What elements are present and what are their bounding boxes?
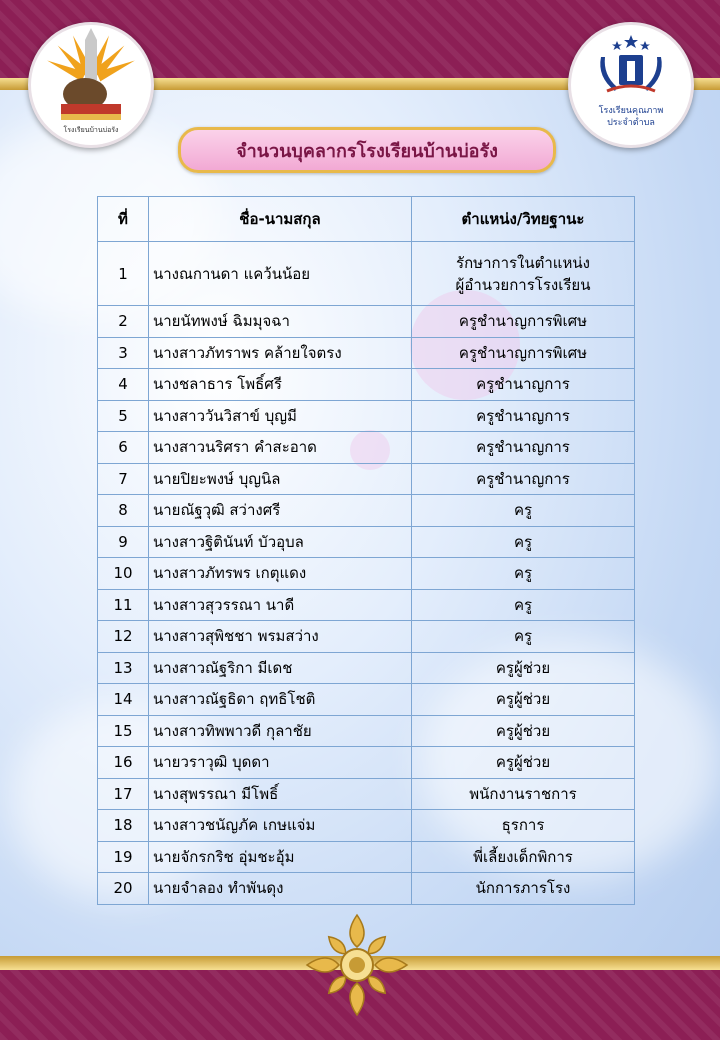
row-number: 16 <box>98 747 149 779</box>
staff-name: นางณกานดา แคว้นน้อย <box>149 242 412 306</box>
row-number: 9 <box>98 526 149 558</box>
staff-position: ครูชำนาญการพิเศษ <box>412 337 635 369</box>
quality-logo-caption <box>571 105 691 129</box>
staff-name: นายปิยะพงษ์ บุญนิล <box>149 463 412 495</box>
table-row <box>98 369 635 401</box>
staff-name: นายนัทพงษ์ ฉิมมุจฉา <box>149 306 412 338</box>
table-row <box>98 495 635 527</box>
column-header-position: ตำแหน่ง/วิทยฐานะ <box>412 197 635 242</box>
staff-position: ธุรการ <box>412 810 635 842</box>
table-row <box>98 810 635 842</box>
staff-position: ครูชำนาญการ <box>412 400 635 432</box>
quality-logo-caption-line2: ประจำตำบล <box>607 118 655 128</box>
row-number: 18 <box>98 810 149 842</box>
staff-position: ครูผู้ช่วย <box>412 747 635 779</box>
row-number: 19 <box>98 841 149 873</box>
quality-emblem-icon <box>571 25 691 105</box>
row-number: 4 <box>98 369 149 401</box>
row-number: 2 <box>98 306 149 338</box>
staff-position: ครูผู้ช่วย <box>412 684 635 716</box>
table-header-row <box>98 197 635 242</box>
table-row <box>98 652 635 684</box>
row-number: 1 <box>98 242 149 306</box>
staff-name: นายจักรกริช อุ่มชะอุ้ม <box>149 841 412 873</box>
staff-position: ครู <box>412 589 635 621</box>
staff-position: ครูชำนาญการพิเศษ <box>412 306 635 338</box>
row-number: 12 <box>98 621 149 653</box>
staff-position-line1: รักษาการในตำแหน่ง <box>456 253 590 272</box>
staff-position: พี่เลี้ยงเด็กพิการ <box>412 841 635 873</box>
table-row <box>98 589 635 621</box>
column-header-name: ชื่อ-นามสกุล <box>149 197 412 242</box>
staff-name: นางสาววันวิสาข์ บุญมี <box>149 400 412 432</box>
row-number: 13 <box>98 652 149 684</box>
table-row <box>98 526 635 558</box>
table-row <box>98 432 635 464</box>
table-row <box>98 747 635 779</box>
staff-position: นักการภารโรง <box>412 873 635 905</box>
row-number: 3 <box>98 337 149 369</box>
row-number: 20 <box>98 873 149 905</box>
staff-name: นางสาวชนัญภัค เกษแจ่ม <box>149 810 412 842</box>
table-row <box>98 242 635 306</box>
staff-position: ครูชำนาญการ <box>412 432 635 464</box>
page-title: จำนวนบุคลากรโรงเรียนบ้านบ่อรัง <box>178 127 556 173</box>
row-number: 15 <box>98 715 149 747</box>
staff-name: นายจำลอง ทำพันดุง <box>149 873 412 905</box>
table-row <box>98 400 635 432</box>
row-number: 11 <box>98 589 149 621</box>
staff-name: นางสาวสุวรรณา นาดี <box>149 589 412 621</box>
staff-position: ครูผู้ช่วย <box>412 652 635 684</box>
staff-name: นางสาวภัทรพร เกตุแดง <box>149 558 412 590</box>
row-number: 7 <box>98 463 149 495</box>
staff-position: ครู <box>412 526 635 558</box>
table-row <box>98 337 635 369</box>
column-header-number: ที่ <box>98 197 149 242</box>
quality-school-logo <box>568 22 694 148</box>
row-number: 8 <box>98 495 149 527</box>
table-row <box>98 873 635 905</box>
table-row <box>98 306 635 338</box>
row-number: 6 <box>98 432 149 464</box>
school-logo <box>28 22 154 148</box>
staff-name: นางสาวณัฐธิดา ฤทธิโชติ <box>149 684 412 716</box>
staff-name: นางสุพรรณา มีโพธิ์ <box>149 778 412 810</box>
school-logo-caption: โรงเรียนบ้านบ่อรัง <box>63 126 119 134</box>
staff-position: ครูชำนาญการ <box>412 369 635 401</box>
staff-position <box>412 242 635 306</box>
table-row <box>98 558 635 590</box>
table-row <box>98 715 635 747</box>
staff-name: นางสาวสุพิชชา พรมสว่าง <box>149 621 412 653</box>
staff-name: นางสาวทิพพาวดี กุลาชัย <box>149 715 412 747</box>
staff-position: พนักงานราชการ <box>412 778 635 810</box>
table-row <box>98 463 635 495</box>
table-row <box>98 778 635 810</box>
staff-name: นางสาวนริศรา คำสะอาด <box>149 432 412 464</box>
row-number: 17 <box>98 778 149 810</box>
staff-name: นางสาวณัฐริกา มีเดช <box>149 652 412 684</box>
staff-name: นายณัฐวุฒิ สว่างศรี <box>149 495 412 527</box>
table-row <box>98 621 635 653</box>
staff-name: นางชลาธาร โพธิ์ศรี <box>149 369 412 401</box>
row-number: 14 <box>98 684 149 716</box>
row-number: 10 <box>98 558 149 590</box>
staff-position: ครูชำนาญการ <box>412 463 635 495</box>
gold-ornament-icon <box>302 910 412 1020</box>
staff-table <box>97 196 635 905</box>
staff-position: ครู <box>412 558 635 590</box>
staff-position: ครูผู้ช่วย <box>412 715 635 747</box>
quality-logo-caption-line1: โรงเรียนคุณภาพ <box>598 106 664 116</box>
table-row <box>98 684 635 716</box>
staff-name: นายวราวุฒิ บุดดา <box>149 747 412 779</box>
table-row <box>98 841 635 873</box>
row-number: 5 <box>98 400 149 432</box>
staff-position: ครู <box>412 495 635 527</box>
staff-name: นางสาวภัทราพร คล้ายใจตรง <box>149 337 412 369</box>
staff-name: นางสาวฐิตินันท์ บัวอุบล <box>149 526 412 558</box>
staff-position: ครู <box>412 621 635 653</box>
staff-position-line2: ผู้อำนวยการโรงเรียน <box>455 275 591 294</box>
